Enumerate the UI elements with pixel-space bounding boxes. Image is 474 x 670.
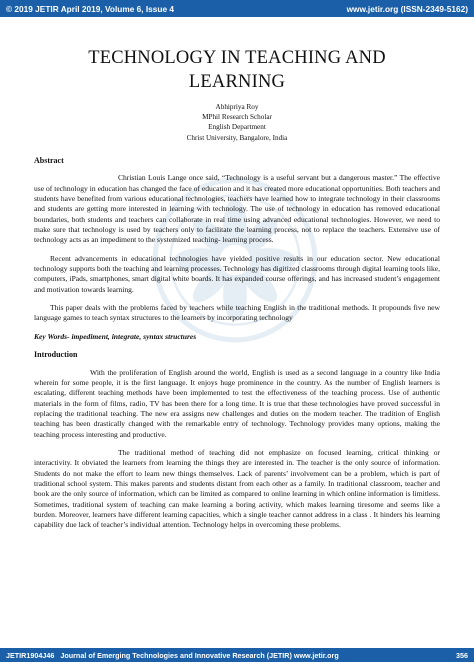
abstract-heading: Abstract bbox=[34, 156, 64, 165]
introduction-paragraph-2: The traditional method of teaching did not emphasize on focused learning, critical thinking or interactivity. It obviated the learners from learning the things they are interested in. The teacher is the only source of information. Students do not make the effort to learn new things themselves. Lack of parents’ involvement can be a problem, which is part of traditional school system. This makes parents and students distant from each other as a family. In traditional classroom, teacher and book are the only source of information, which can be limited as compared to online learning in which online information is limitless. Sometimes, traditional system of teaching can make learning a boring activity, which makes learning tiresome and seems like a burden. Moreover, learners have different learning capacities, which a single teacher cannot address in a class . It hinders his learning capability due lack of teacher’s individual attention. Technology helps in overcoming these problems. bbox=[34, 447, 440, 530]
author-affiliation: Christ University, Bangalore, India bbox=[186, 133, 288, 142]
header-left-text: © 2019 JETIR April 2019, Volume 6, Issue 4 bbox=[6, 3, 174, 14]
paper-body bbox=[34, 156, 440, 539]
author-department: English Department bbox=[208, 123, 266, 132]
abstract-paragraph-2: Recent advancements in educational technologies have yielded positive results in our education sector. New educational technology supports both the teaching and learning processes. Technology has digitized classrooms through digital learning tools like, computers, iPads, smartphones, smart digital white boards. It has expanded course offerings, and has increased student’s engagement and motivation towards learning. bbox=[34, 253, 440, 294]
footer-journal-name: Journal of Emerging Technologies and Innovative Research (JETIR) www.jetir.org bbox=[60, 650, 339, 660]
abstract-paragraph-1: Christian Louis Lange once said, “Technology is a useful servant but a dangerous master.” The effective use of technology in education has changed the face of education and it has created more educational opportunities. Both teachers and students have benefited from various educational technologies, teachers have learned how to integrate technology in their classrooms and students are getting more interested in learning with technology. The use of technology in education has removed educational boundaries, both students and teachers can collaborate in real time using advanced educational technologies. However, we need to make sure that technology is used by teachers only to facilitate the learning process, not to replace the teachers. Extensive use of technology acts as an impediment to the systemized teaching- learning process. bbox=[34, 173, 440, 245]
paper-title bbox=[40, 46, 434, 94]
page-footer-banner bbox=[0, 648, 474, 662]
author-role: MPhil Research Scholar bbox=[202, 113, 272, 122]
author-block bbox=[100, 102, 374, 143]
paper-title-line-1: TECHNOLOGY IN TEACHING AND bbox=[88, 48, 386, 68]
footer-page-number: 356 bbox=[456, 650, 468, 660]
page-header-banner bbox=[0, 0, 474, 17]
paper-title-line-2: LEARNING bbox=[188, 72, 286, 92]
keywords: Key Words- impediment, integrate, syntax structures bbox=[34, 331, 197, 341]
header-right-text: www.jetir.org (ISSN-2349-5162) bbox=[346, 3, 468, 14]
introduction-heading: Introduction bbox=[34, 350, 78, 360]
abstract-paragraph-3: This paper deals with the problems faced by teachers while teaching English in the traditional methods. It propounds five new language games to teach syntax structures to the learners by incorporating technology bbox=[34, 303, 440, 323]
author-name: Abhipriya Roy bbox=[215, 103, 259, 111]
footer-paper-code: JETIR1904J46 bbox=[6, 650, 55, 660]
introduction-paragraph-1: With the proliferation of English around the world, English is used as a second language in a country like India wherein for some people, it is the first language. It enjoys huge prominence in the country. As the number of English learners is escalating, different teaching methods have been implemented to test the effectiveness of the teaching process. Use of authentic materials in the form of films, radio, TV has been there for a long time. It is true that these technologies have proved successful in replacing the traditional teaching. The new era assigns new challenges and duties on the modern teacher. The tradition of English teaching has been drastically changed with the remarkable entry of technology. Technology provides many options, making the teaching process interesting and productive. bbox=[34, 367, 440, 439]
